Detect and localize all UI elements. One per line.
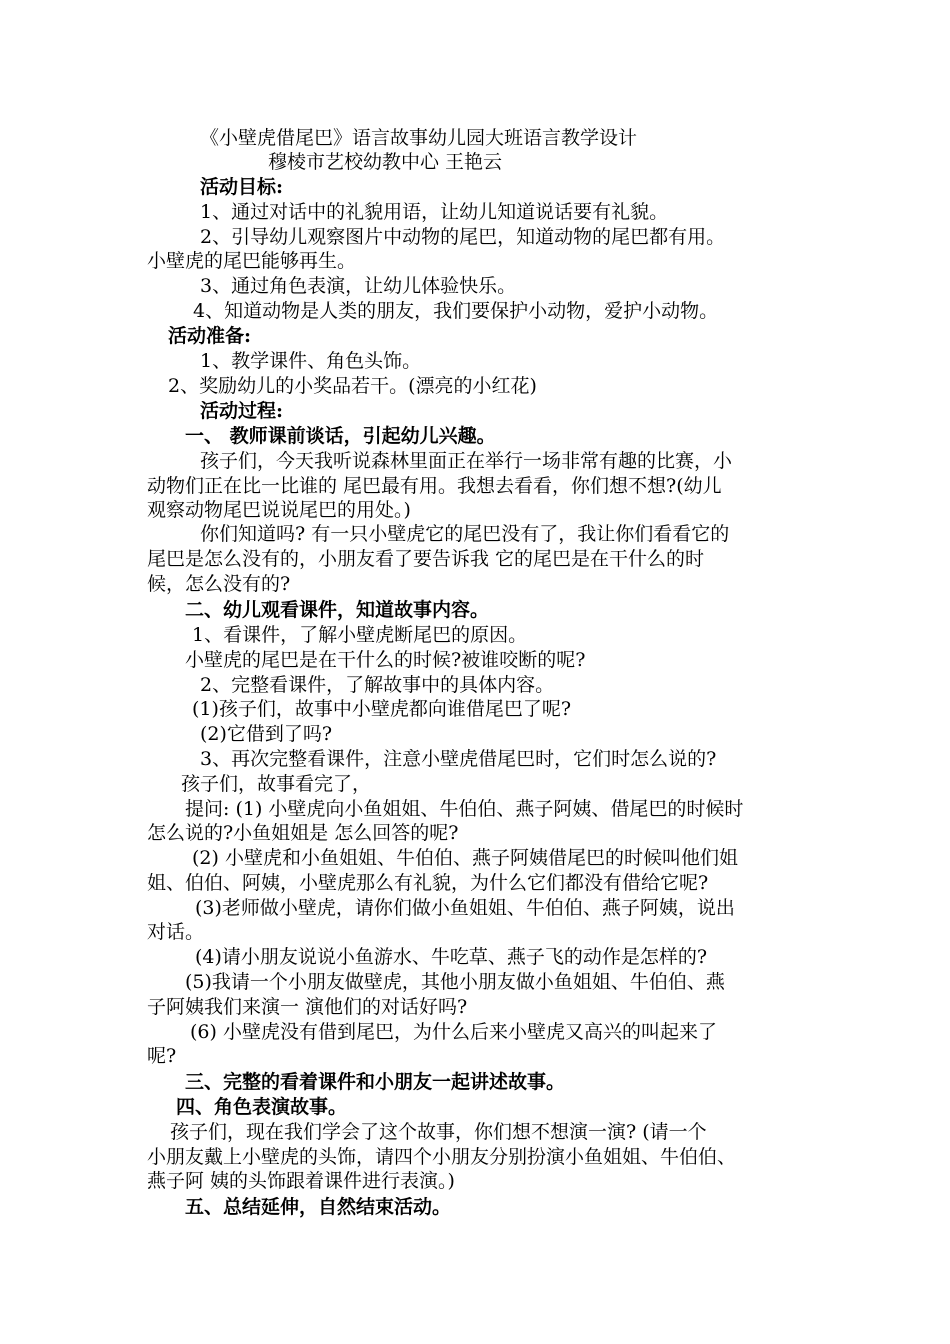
section-1-para-2-line-2: 尾巴是怎么没有的，小朋友看了要告诉我 它的尾巴是在干什么的时	[147, 548, 705, 570]
section-2-item-1-question: 小壁虎的尾巴是在干什么的时候?被谁咬断的呢?	[185, 649, 586, 671]
section-1-para-1-line-3: 观察动物尾巴说说尾巴的用处。)	[147, 499, 411, 521]
section-5-heading: 五、总结延伸，自然结束活动。	[185, 1196, 452, 1218]
goal-1: 1、通过对话中的礼貌用语，让幼儿知道说话要有礼貌。	[200, 201, 669, 223]
section-4-para-line-3: 燕子阿 姨的头饰跟着课件进行表演。)	[147, 1170, 455, 1192]
document-author: 穆棱市艺校幼教中心 王艳云	[268, 151, 503, 173]
section-1-heading: 一、 教师课前谈话，引起幼儿兴趣。	[185, 425, 496, 447]
section-2-item-3: 3、再次完整看课件，注意小壁虎借尾巴时，它们时怎么说的?	[200, 748, 717, 770]
section-2-item-2a: (1)孩子们，故事中小壁虎都向谁借尾巴了呢?	[192, 698, 572, 720]
prep-2: 2、奖励幼儿的小奖品若干。(漂亮的小红花)	[168, 375, 537, 397]
goal-2-line-1: 2、引导幼儿观察图片中动物的尾巴，知道动物的尾巴都有用。	[200, 226, 726, 248]
section-2-item-3-intro: 孩子们，故事看完了，	[181, 773, 372, 795]
section-1-para-1-line-1: 孩子们，今天我听说森林里面正在举行一场非常有趣的比赛，小	[200, 450, 733, 472]
section-4-para-line-1: 孩子们，现在我们学会了这个故事，你们想不想演一演? (请一个	[170, 1121, 707, 1143]
document-title: 《小壁虎借尾巴》语言故事幼儿园大班语言教学设计	[200, 127, 638, 149]
prep-heading: 活动准备:	[168, 325, 252, 347]
goal-3: 3、通过角色表演，让幼儿体验快乐。	[200, 275, 517, 297]
process-heading: 活动过程:	[200, 400, 284, 422]
question-3-line-1: (3)老师做小壁虎，请你们做小鱼姐姐、牛伯伯、燕子阿姨，说出	[195, 897, 735, 919]
section-1-para-2-line-1: 你们知道吗? 有一只小壁虎它的尾巴没有了，我让你们看看它的	[200, 523, 730, 545]
section-4-para-line-2: 小朋友戴上小壁虎的头饰，请四个小朋友分别扮演小鱼姐姐、牛伯伯、	[147, 1146, 737, 1168]
goal-2-line-2: 小壁虎的尾巴能够再生。	[147, 250, 357, 272]
question-5-line-2: 子阿姨我们来演一 演他们的对话好吗?	[147, 996, 468, 1018]
section-2-item-1: 1、看课件，了解小壁虎断尾巴的原因。	[192, 624, 528, 646]
section-2-heading: 二、幼儿观看课件，知道故事内容。	[185, 599, 490, 621]
question-3-line-2: 对话。	[147, 921, 205, 943]
prep-1: 1、教学课件、角色头饰。	[200, 350, 422, 372]
section-2-item-2b: (2)它借到了吗?	[200, 723, 333, 745]
section-4-heading: 四、角色表演故事。	[176, 1096, 348, 1118]
question-1-line-1: 提问: (1) 小壁虎向小鱼姐姐、牛伯伯、燕子阿姨、借尾巴的时候时	[185, 798, 744, 820]
question-2-line-1: (2) 小壁虎和小鱼姐姐、牛伯伯、燕子阿姨借尾巴的时候叫他们姐	[192, 847, 738, 869]
section-1-para-2-line-3: 候，怎么没有的?	[147, 573, 291, 595]
goal-4: 4、知道动物是人类的朋友，我们要保护小动物，爱护小动物。	[193, 300, 719, 322]
section-2-item-2: 2、完整看课件，了解故事中的具体内容。	[200, 674, 555, 696]
question-5-line-1: (5)我请一个小朋友做壁虎，其他小朋友做小鱼姐姐、牛伯伯、燕	[185, 971, 725, 993]
section-1-para-1-line-2: 动物们正在比一比谁的 尾巴最有用。我想去看看，你们想不想?(幼儿	[147, 475, 722, 497]
question-6-line-2: 呢?	[147, 1045, 177, 1067]
question-1-line-2: 怎么说的?小鱼姐姐是 怎么回答的呢?	[147, 822, 459, 844]
question-4: (4)请小朋友说说小鱼游水、牛吃草、燕子飞的动作是怎样的?	[195, 946, 708, 968]
section-3-heading: 三、完整的看着课件和小朋友一起讲述故事。	[185, 1071, 566, 1093]
question-2-line-2: 姐、伯伯、阿姨，小壁虎那么有礼貌，为什么它们都没有借给它呢?	[147, 872, 709, 894]
goals-heading: 活动目标:	[200, 176, 284, 198]
question-6-line-1: (6) 小壁虎没有借到尾巴，为什么后来小壁虎又高兴的叫起来了	[190, 1021, 717, 1043]
